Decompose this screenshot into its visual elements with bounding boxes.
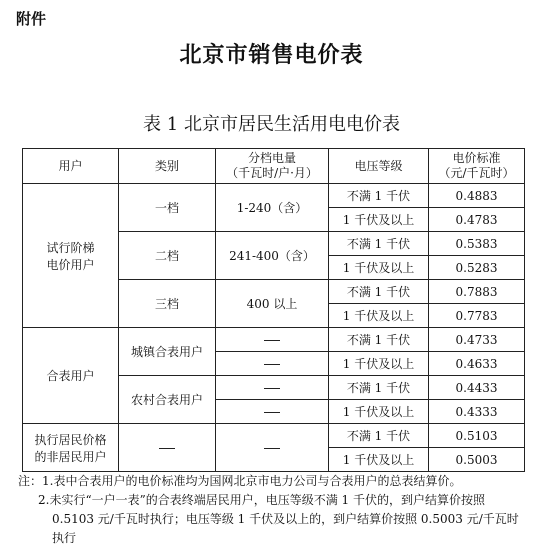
header-category: 类别 bbox=[119, 149, 216, 184]
voltage-cell: 1 千伏及以上 bbox=[329, 256, 429, 280]
price-cell: 0.4783 bbox=[429, 208, 525, 232]
dash-mark bbox=[159, 448, 175, 449]
tariff-table bbox=[22, 148, 525, 472]
price-cell: 0.5103 bbox=[429, 424, 525, 448]
main-title: 北京市销售电价表 bbox=[179, 43, 364, 68]
dash-mark bbox=[264, 448, 280, 449]
voltage-cell: 1 千伏及以上 bbox=[329, 208, 429, 232]
dash-cell bbox=[216, 400, 329, 424]
voltage-cell: 1 千伏及以上 bbox=[329, 304, 429, 328]
tier-range-cell: 400 以上 bbox=[216, 280, 329, 328]
header-tier: 分档电量 （千瓦时/户·月） bbox=[216, 149, 329, 184]
header-price: 电价标准 （元/千瓦时） bbox=[429, 149, 525, 184]
dash-mark bbox=[264, 364, 280, 365]
price-cell: 0.5383 bbox=[429, 232, 525, 256]
notes bbox=[18, 472, 528, 548]
table-row bbox=[23, 184, 525, 208]
price-cell: 0.4883 bbox=[429, 184, 525, 208]
user-non-resident: 执行居民价格 的非居民用户 bbox=[23, 424, 119, 472]
dash-mark bbox=[264, 412, 280, 413]
voltage-cell: 不满 1 千伏 bbox=[329, 280, 429, 304]
dash-cell bbox=[216, 424, 329, 472]
price-cell: 0.4433 bbox=[429, 376, 525, 400]
voltage-cell: 1 千伏及以上 bbox=[329, 448, 429, 472]
voltage-cell: 1 千伏及以上 bbox=[329, 400, 429, 424]
voltage-cell: 1 千伏及以上 bbox=[329, 352, 429, 376]
voltage-cell: 不满 1 千伏 bbox=[329, 232, 429, 256]
header-voltage: 电压等级 bbox=[329, 149, 429, 184]
dash-cell bbox=[119, 424, 216, 472]
dash-mark bbox=[264, 388, 280, 389]
voltage-cell: 不满 1 千伏 bbox=[329, 376, 429, 400]
dash-mark bbox=[264, 340, 280, 341]
category-cell: 农村合表用户 bbox=[119, 376, 216, 424]
header-row bbox=[23, 149, 525, 184]
price-cell: 0.4333 bbox=[429, 400, 525, 424]
table-title: 表 1 北京市居民生活用电电价表 bbox=[143, 114, 400, 135]
note-2: 2.未实行“一户一表”的合表终端居民用户，电压等级不满 1 千伏的，到户结算价按照 0.5103 元/千瓦时执行；电压等级 1 千伏及以上的，到户结算价按照 0.5003 元/千瓦时执行 bbox=[38, 493, 519, 545]
category-cell: 三档 bbox=[119, 280, 216, 328]
header-user: 用户 bbox=[23, 149, 119, 184]
price-cell: 0.4633 bbox=[429, 352, 525, 376]
dash-cell bbox=[216, 328, 329, 352]
category-cell: 城镇合表用户 bbox=[119, 328, 216, 376]
dash-cell bbox=[216, 352, 329, 376]
table-row bbox=[23, 328, 525, 352]
user-tiered: 试行阶梯 电价用户 bbox=[23, 184, 119, 328]
user-combined: 合表用户 bbox=[23, 328, 119, 424]
voltage-cell: 不满 1 千伏 bbox=[329, 424, 429, 448]
attachment-label: 附件 bbox=[16, 10, 47, 28]
price-cell: 0.7883 bbox=[429, 280, 525, 304]
price-cell: 0.4733 bbox=[429, 328, 525, 352]
voltage-cell: 不满 1 千伏 bbox=[329, 184, 429, 208]
table-row bbox=[23, 424, 525, 448]
tier-range-cell: 241-400（含） bbox=[216, 232, 329, 280]
category-cell: 二档 bbox=[119, 232, 216, 280]
category-cell: 一档 bbox=[119, 184, 216, 232]
price-cell: 0.5003 bbox=[429, 448, 525, 472]
dash-cell bbox=[216, 376, 329, 400]
price-cell: 0.5283 bbox=[429, 256, 525, 280]
note-1: 注：1.表中合表用户的电价标准均为国网北京市电力公司与合表用户的总表结算价。 bbox=[18, 474, 462, 488]
price-cell: 0.7783 bbox=[429, 304, 525, 328]
tier-range-cell: 1-240（含） bbox=[216, 184, 329, 232]
voltage-cell: 不满 1 千伏 bbox=[329, 328, 429, 352]
